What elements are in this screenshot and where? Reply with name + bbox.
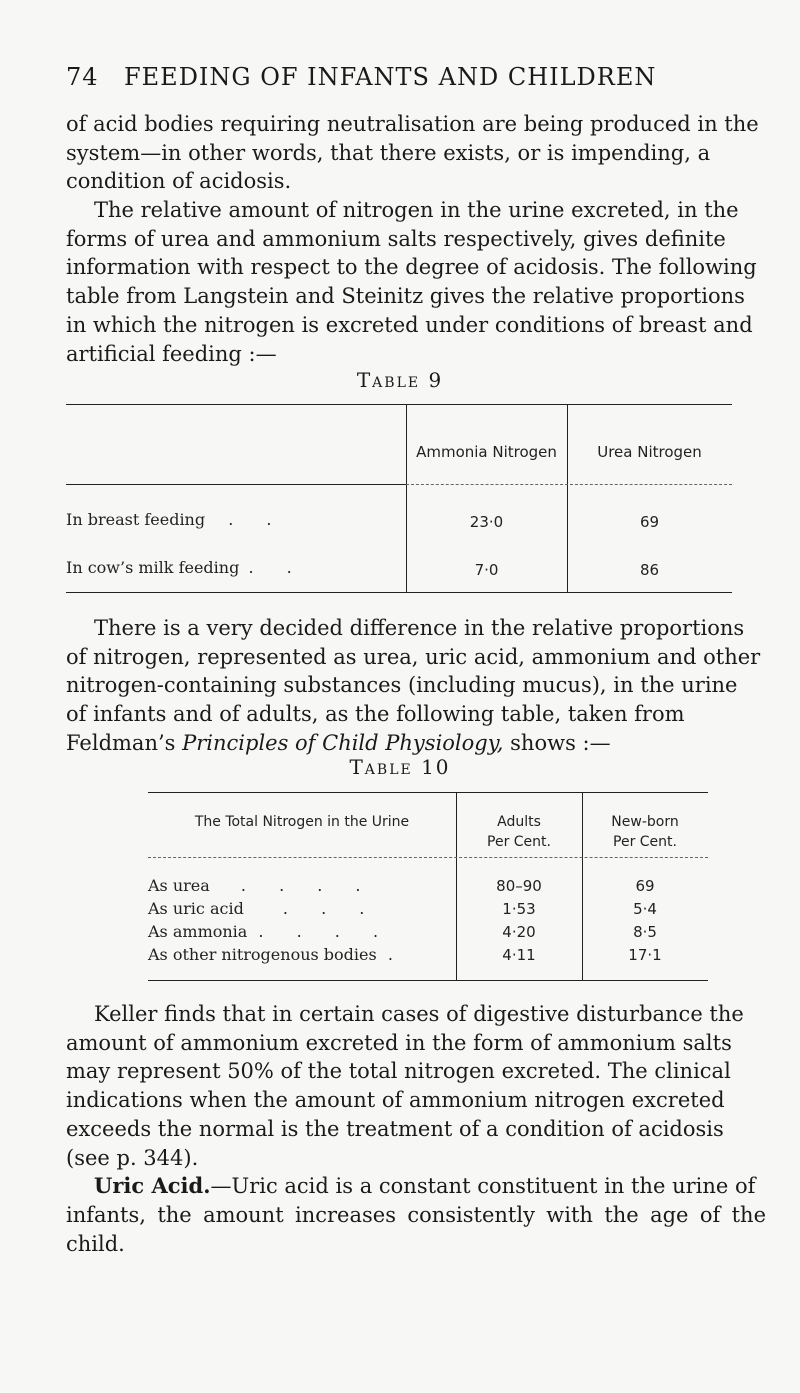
header-line: Per Cent.: [487, 834, 551, 850]
leader-dots: . .: [228, 510, 286, 529]
row-label: In breast feeding: [66, 510, 206, 529]
table-rule: [66, 404, 732, 405]
cell-value: 7·0: [474, 561, 499, 579]
header-line: Adults: [497, 814, 541, 830]
row-label: As ammonia: [148, 922, 248, 941]
running-title: FEEDING OF INFANTS AND CHILDREN: [124, 63, 657, 91]
column-header-urea: Urea Nitrogen: [597, 443, 702, 461]
row-label: As uric acid: [148, 899, 244, 918]
table-rule: [148, 857, 708, 858]
column-header-adults: [456, 812, 582, 852]
text-line: The relative amount of nitrogen in the urine excreted, in the: [94, 198, 739, 222]
table-rule: [148, 792, 708, 793]
text-line: of acid bodies requiring neutralisation are being produced in the: [66, 112, 759, 136]
paragraph-3: [66, 614, 766, 758]
text-line: (see p. 344).: [66, 1145, 199, 1170]
row-label: As other nitrogenous bodies: [148, 945, 377, 964]
leader-dots: . .: [248, 558, 306, 577]
text-line: There is a very decided difference in the relative proportions: [94, 616, 745, 640]
table-10-caption: Table 10: [349, 755, 451, 779]
table-rule: [66, 484, 406, 485]
text-line: [66, 729, 766, 758]
text-line: information with respect to the degree of acidosis. The following: [66, 255, 757, 280]
table-9-caption: Table 9: [356, 368, 444, 392]
table-rule: [66, 592, 732, 593]
text-run: shows :—: [503, 730, 611, 755]
table-row: [148, 945, 407, 965]
cell-value: 4·11: [502, 946, 536, 964]
text-line: in which the nitrogen is excreted under conditions of breast and: [66, 312, 753, 337]
text-line: system—in other words, that there exists, or is impending, a: [66, 140, 711, 165]
book-title: Principles of Child Physiology,: [182, 730, 504, 755]
table-row: [148, 876, 375, 896]
table-row: [148, 899, 378, 919]
table-row: [66, 558, 306, 578]
text-line: may represent 50% of the total nitrogen excreted. The clinical: [66, 1059, 731, 1084]
leader-dots: . . .: [282, 899, 379, 918]
cell-value: 4·20: [502, 923, 536, 941]
running-header: [66, 62, 716, 92]
page-number: 74: [66, 63, 99, 91]
column-header-ammonia: Ammonia Nitrogen: [416, 443, 557, 461]
table-rule: [406, 484, 732, 485]
text-line: of nitrogen, represented as urea, uric acid, ammonium and other: [66, 644, 761, 669]
cell-value: 5·4: [633, 900, 657, 918]
table-row: [148, 922, 392, 942]
cell-value: 86: [639, 561, 660, 579]
column-header-total-nitrogen: The Total Nitrogen in the Urine: [194, 814, 410, 830]
leader-dots: . . . .: [258, 922, 393, 941]
leader-dots: .: [387, 945, 407, 964]
text-run: —Uric acid is a constant constituent in the urine of: [210, 1174, 756, 1199]
row-label: As urea: [148, 876, 210, 895]
text-line: nitrogen-containing substances (including mucus), in the urine: [66, 673, 738, 698]
row-label: In cow’s milk feeding: [66, 558, 240, 577]
text-line: artificial feeding :—: [66, 341, 277, 366]
run-in-heading: Uric Acid.: [94, 1173, 211, 1199]
cell-value: 17·1: [628, 946, 662, 964]
text-line: of infants and of adults, as the following table, taken from: [66, 702, 685, 727]
text-line: amount of ammonium excreted in the form of ammonium salts: [66, 1030, 732, 1055]
text-line: forms of urea and ammonium salts respectively, gives definite: [66, 226, 726, 251]
cell-value: 80–90: [496, 877, 542, 895]
cell-value: 69: [635, 877, 655, 895]
table-row: [66, 510, 285, 530]
cell-value: 1·53: [502, 900, 536, 918]
text-line: [66, 1172, 766, 1201]
cell-value: 23·0: [469, 513, 504, 531]
text-line: condition of acidosis.: [66, 169, 292, 194]
text-line: infants, the amount increases consistently with the age of the child.: [66, 1202, 766, 1256]
paragraph-1: [66, 110, 766, 196]
text-line: exceeds the normal is the treatment of a condition of acidosis: [66, 1116, 724, 1141]
column-header-new-born: [582, 812, 708, 852]
header-line: New-born: [611, 814, 679, 830]
paragraph-4: [66, 1000, 766, 1258]
text-line: Keller finds that in certain cases of digestive disturbance the: [94, 1002, 744, 1026]
leader-dots: . . . .: [240, 876, 375, 895]
text-run: Feldman’s: [66, 730, 183, 755]
cell-value: 8·5: [633, 923, 657, 941]
text-line: table from Langstein and Steinitz gives the relative proportions: [66, 284, 745, 309]
paragraph-2: [66, 196, 766, 368]
cell-value: 69: [639, 513, 660, 531]
table-rule: [148, 980, 708, 981]
text-line: indications when the amount of ammonium nitrogen excreted: [66, 1088, 725, 1113]
header-line: Per Cent.: [613, 834, 677, 850]
